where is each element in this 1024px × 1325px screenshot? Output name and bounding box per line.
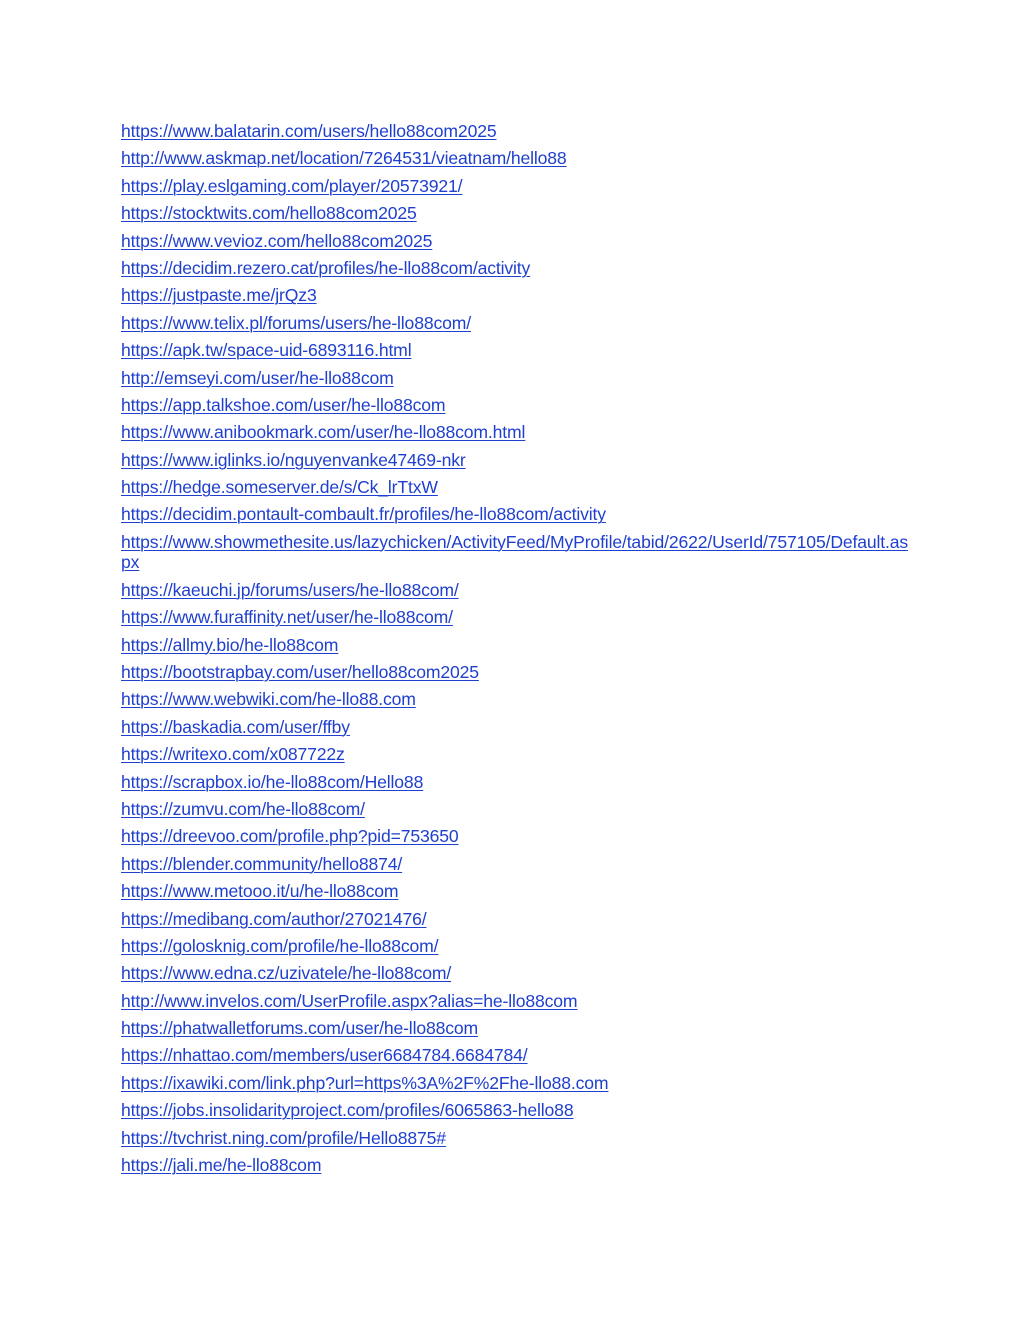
link-7[interactable]: https://www.telix.pl/forums/users/he-llo88com/ xyxy=(121,312,471,333)
list-item xyxy=(121,421,911,448)
link-37[interactable]: https://jali.me/he-llo88com xyxy=(121,1155,322,1176)
list-item xyxy=(121,1044,911,1071)
link-32[interactable]: https://phatwalletforums.com/user/he-llo88com xyxy=(121,1018,479,1039)
link-19[interactable]: https://bootstrapbay.com/user/hello88com2025 xyxy=(121,662,479,683)
list-item xyxy=(121,688,911,715)
link-29[interactable]: https://golosknig.com/profile/he-llo88com/ xyxy=(121,935,439,956)
list-item xyxy=(121,771,911,798)
list-item xyxy=(121,531,911,579)
link-15[interactable]: https://www.showmethesite.us/lazychicken/ActivityFeed/MyProfile/tabid/2622/UserId/757105/Default.aspx xyxy=(121,531,909,573)
link-list xyxy=(121,120,911,1181)
list-item xyxy=(121,449,911,476)
list-item xyxy=(121,202,911,229)
link-1[interactable]: http://www.askmap.net/location/7264531/vieatnam/hello88 xyxy=(121,148,567,169)
link-11[interactable]: https://www.anibookmark.com/user/he-llo88com.html xyxy=(121,422,526,443)
link-12[interactable]: https://www.iglinks.io/nguyenvanke47469-nkr xyxy=(121,449,466,470)
list-item xyxy=(121,962,911,989)
list-item xyxy=(121,503,911,530)
list-item xyxy=(121,935,911,962)
list-item xyxy=(121,606,911,633)
link-30[interactable]: https://www.edna.cz/uzivatele/he-llo88com/ xyxy=(121,963,452,984)
list-item xyxy=(121,661,911,688)
link-8[interactable]: https://apk.tw/space-uid-6893116.html xyxy=(121,340,412,361)
link-24[interactable]: https://zumvu.com/he-llo88com/ xyxy=(121,798,365,819)
list-item xyxy=(121,257,911,284)
list-item xyxy=(121,853,911,880)
link-31[interactable]: http://www.invelos.com/UserProfile.aspx?alias=he-llo88com xyxy=(121,990,578,1011)
list-item xyxy=(121,990,911,1017)
list-item xyxy=(121,880,911,907)
list-item xyxy=(121,1154,911,1181)
list-item xyxy=(121,312,911,339)
list-item xyxy=(121,230,911,257)
list-item xyxy=(121,1127,911,1154)
link-3[interactable]: https://stocktwits.com/hello88com2025 xyxy=(121,203,417,224)
list-item xyxy=(121,579,911,606)
link-14[interactable]: https://decidim.pontault-combault.fr/profiles/he-llo88com/activity xyxy=(121,504,606,525)
list-item xyxy=(121,743,911,770)
link-21[interactable]: https://baskadia.com/user/ffby xyxy=(121,716,350,737)
list-item xyxy=(121,798,911,825)
list-item xyxy=(121,175,911,202)
link-4[interactable]: https://www.vevioz.com/hello88com2025 xyxy=(121,230,433,251)
list-item xyxy=(121,367,911,394)
list-item xyxy=(121,1099,911,1126)
link-2[interactable]: https://play.eslgaming.com/player/20573921/ xyxy=(121,175,463,196)
list-item xyxy=(121,339,911,366)
link-16[interactable]: https://kaeuchi.jp/forums/users/he-llo88com/ xyxy=(121,579,459,600)
list-item xyxy=(121,284,911,311)
link-26[interactable]: https://blender.community/hello8874/ xyxy=(121,853,403,874)
list-item xyxy=(121,1017,911,1044)
link-33[interactable]: https://nhattao.com/members/user6684784.6684784/ xyxy=(121,1045,528,1066)
list-item xyxy=(121,716,911,743)
link-9[interactable]: http://emseyi.com/user/he-llo88com xyxy=(121,367,394,388)
link-25[interactable]: https://dreevoo.com/profile.php?pid=753650 xyxy=(121,826,459,847)
link-5[interactable]: https://decidim.rezero.cat/profiles/he-llo88com/activity xyxy=(121,257,531,278)
list-item xyxy=(121,476,911,503)
link-22[interactable]: https://writexo.com/x087722z xyxy=(121,744,345,765)
link-13[interactable]: https://hedge.someserver.de/s/Ck_lrTtxW xyxy=(121,477,438,498)
link-36[interactable]: https://tvchrist.ning.com/profile/Hello8875# xyxy=(121,1127,446,1148)
link-27[interactable]: https://www.metooo.it/u/he-llo88com xyxy=(121,881,399,902)
link-28[interactable]: https://medibang.com/author/27021476/ xyxy=(121,908,427,929)
list-item xyxy=(121,825,911,852)
link-17[interactable]: https://www.furaffinity.net/user/he-llo88com/ xyxy=(121,607,453,628)
list-item xyxy=(121,147,911,174)
list-item xyxy=(121,120,911,147)
link-10[interactable]: https://app.talkshoe.com/user/he-llo88com xyxy=(121,394,446,415)
link-20[interactable]: https://www.webwiki.com/he-llo88.com xyxy=(121,689,416,710)
list-item xyxy=(121,634,911,661)
link-23[interactable]: https://scrapbox.io/he-llo88com/Hello88 xyxy=(121,771,424,792)
link-18[interactable]: https://allmy.bio/he-llo88com xyxy=(121,634,339,655)
list-item xyxy=(121,1072,911,1099)
link-35[interactable]: https://jobs.insolidarityproject.com/profiles/6065863-hello88 xyxy=(121,1100,574,1121)
list-item xyxy=(121,908,911,935)
link-34[interactable]: https://ixawiki.com/link.php?url=https%3A%2F%2Fhe-llo88.com xyxy=(121,1072,609,1093)
link-6[interactable]: https://justpaste.me/jrQz3 xyxy=(121,285,317,306)
link-0[interactable]: https://www.balatarin.com/users/hello88com2025 xyxy=(121,121,497,141)
list-item xyxy=(121,394,911,421)
